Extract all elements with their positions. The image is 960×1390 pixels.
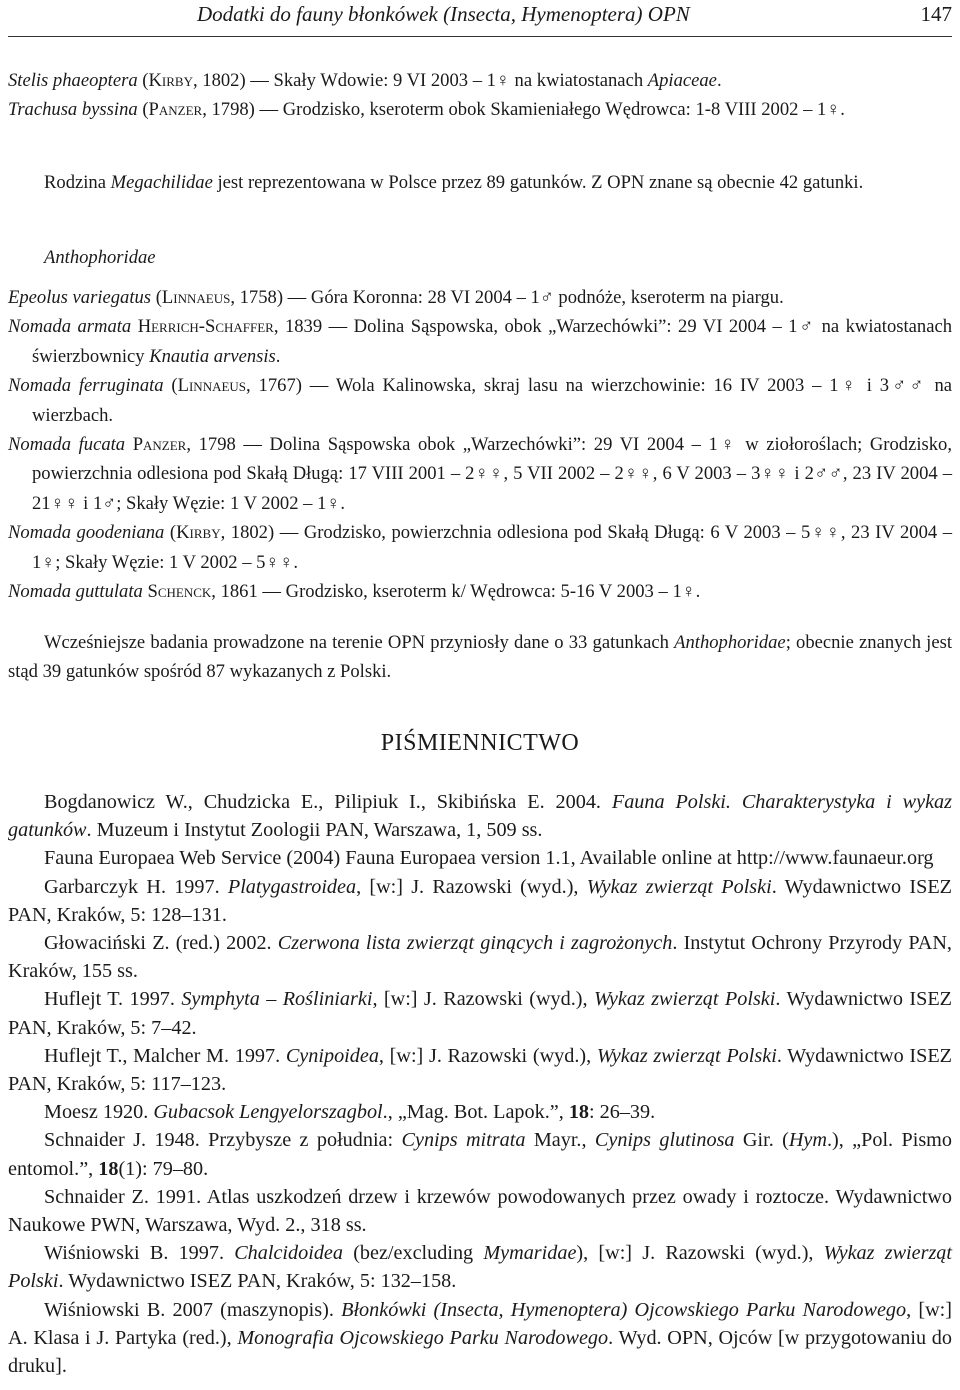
running-title: Dodatki do fauny błonkówek (Insecta, Hymenoptera) OPN	[197, 2, 690, 26]
reference-entry: Fauna Europaea Web Service (2004) Fauna Europaea version 1.1, Available online at http://www.faunaeur.org	[44, 847, 934, 870]
records-top	[8, 66, 952, 125]
page-number: 147	[920, 2, 952, 26]
species-record: Trachusa byssina (Panzer, 1798) — Grodzisko, kseroterm obok Skamieniałego Wędrowca: 1-8 VIII 2002 – 1♀.	[8, 99, 845, 121]
reference-entry: Głowaciński Z. (red.) 2002. Czerwona lista zwierząt ginących i zagrożonych. Instytut Ochrony Przyrody PAN, Kraków, 155 ss.	[8, 932, 952, 983]
species-record: Nomada ferruginata (Linnaeus, 1767) — Wola Kalinowska, skraj lasu na wierzchowinie: 16 IV 2003 – 1♀ i 3♂♂ na wierzbach.	[8, 375, 952, 426]
reference-entry: Huflejt T. 1997. Symphyta – Rośliniarki, [w:] J. Razowski (wyd.), Wykaz zwierząt Polski. Wydawnictwo ISEZ PAN, Kraków, 5: 7–42.	[8, 988, 952, 1039]
species-record: Nomada goodeniana (Kirby, 1802) — Grodzisko, powierzchnia odlesiona pod Skałą Długą: 6 V 2003 – 5♀♀, 23 IV 2004 – 1♀; Skały Węzie: 1 V 2002 – 5♀♀.	[8, 522, 952, 573]
anthophoridae-records	[8, 283, 952, 606]
species-record: Stelis phaeoptera (Kirby, 1802) — Skały Wdowie: 9 VI 2003 – 1♀ na kwiatostanach Apiaceae.	[8, 70, 722, 91]
reference-entry: Wiśniowski B. 1997. Chalcidoidea (bez/excluding Mymaridae), [w:] J. Razowski (wyd.), Wykaz zwierząt Polski. Wydawnictwo ISEZ PAN, Kraków, 5: 132–158.	[8, 1242, 953, 1293]
page-header	[0, 0, 960, 38]
reference-entry: Schnaider J. 1948. Przybysze z południa: Cynips mitrata Mayr., Cynips glutinosa Gir. (Hym.), „Pol. Pismo entomol.”, 18(1): 79–80.	[8, 1129, 952, 1180]
reference-entry: Bogdanowicz W., Chudzicka E., Pilipiuk I., Skibińska E. 2004. Fauna Polski. Charakterystyka i wykaz gatunków. Muzeum i Instytut Zoologii PAN, Warszawa, 1, 509 ss.	[8, 791, 952, 842]
reference-entry: Huflejt T., Malcher M. 1997. Cynipoidea, [w:] J. Razowski (wyd.), Wykaz zwierząt Polski. Wydawnictwo ISEZ PAN, Kraków, 5: 117–123.	[8, 1044, 952, 1096]
species-record: Nomada guttulata Schenck, 1861 — Grodzisko, kseroterm k/ Wędrowca: 5-16 V 2003 – 1♀.	[8, 581, 701, 603]
species-record: Nomada armata Herrich-Schaffer, 1839 — Dolina Sąspowska, obok „Warzechówki”: 29 VI 2004 – 1♂ na kwiatostanach świerzbownicy Knautia arvensis.	[8, 316, 952, 367]
anthophoridae-summary: Wcześniejsze badania prowadzone na terenie OPN przyniosły dane o 33 gatunkach Anthophoridae; obecnie znanych jest stąd 39 gatunków spośród 87 wykazanych z Polski.	[8, 632, 952, 683]
reference-entry: Moesz 1920. Gubacsok Lengyelorszagbol., „Mag. Bot. Lapok.”, 18: 26–39.	[44, 1101, 656, 1124]
species-record: Nomada fucata Panzer, 1798 — Dolina Sąspowska obok „Warzechówki”: 29 VI 2004 – 1♀ w ziołoroślach; Grodzisko, powierzchnia odlesiona pod Skałą Długą: 17 VIII 2001 – 2♀♀, 5 VII 2002 – 2♀♀, 6 V 2003 – 3♀♀ i 2♂♂, 23 IV 2004 – 21♀♀ i 1♂; Skały Węzie: 1 V 2002 – 1♀.	[8, 434, 952, 514]
reference-entry: Garbarczyk H. 1997. Platygastroidea, [w:] J. Razowski (wyd.), Wykaz zwierząt Polski. Wydawnictwo ISEZ PAN, Kraków, 5: 128–131.	[8, 875, 952, 926]
megachilidae-summary: Rodzina Megachilidae jest reprezentowana w Polsce przez 89 gatunków. Z OPN znane są obecnie 42 gatunki.	[44, 172, 864, 193]
reference-list	[8, 788, 952, 1380]
references-heading: PIŚMIENNICTWO	[380, 730, 580, 756]
reference-entry: Wiśniowski B. 2007 (maszynopis). Błonkówki (Insecta, Hymenoptera) Ojcowskiego Parku Narodowego, [w:] A. Klasa i J. Partyka (red.), Monografia Ojcowskiego Parku Narodowego. Wyd. OPN, Ojców [w przygotowaniu do druku].	[8, 1298, 952, 1378]
reference-entry: Schnaider Z. 1991. Atlas uszkodzeń drzew i krzewów powodowanych przez owady i roztocze. Wydawnictwo Naukowe PWN, Warszawa, Wyd. 2., 318 ss.	[8, 1185, 952, 1237]
section-heading: Anthophoridae	[44, 247, 156, 268]
species-record: Epeolus variegatus (Linnaeus, 1758) — Góra Koronna: 28 VI 2004 – 1♂ podnóże, kseroterm na piargu.	[8, 287, 784, 308]
header-rule	[8, 36, 952, 37]
